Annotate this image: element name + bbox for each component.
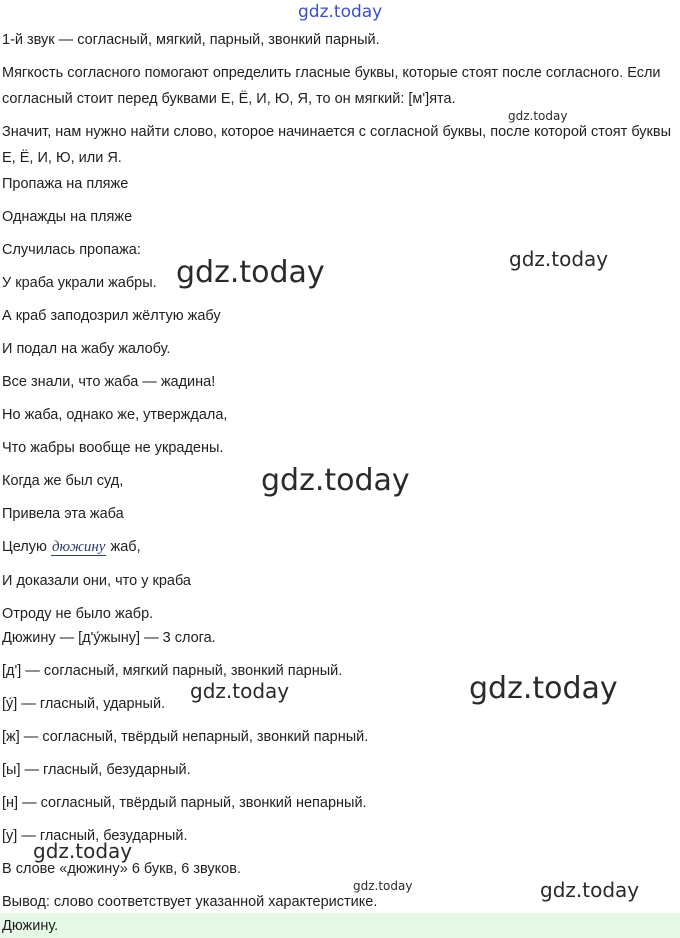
watermark: gdz.today [353,879,413,893]
poem-line: Однажды на пляже [2,209,133,225]
watermark: gdz.today [469,671,618,706]
sound-line: [н] — согласный, твёрдый парный, звонкий непарный. [2,795,367,811]
watermark: gdz.today [261,463,410,498]
syllable-line: Дюжину — [д'у́жыну] — 3 слога. [2,630,216,646]
handwritten-word: дюжину [51,539,106,555]
poem-line: И доказали они, что у краба [2,573,191,589]
watermark: gdz.today [508,109,568,123]
poem-line: А краб заподозрил жёлтую жабу [2,308,221,324]
watermark: gdz.today [33,839,133,863]
sound-line: [ы] — гласный, безударный. [2,762,191,778]
sound-line: [ж] — согласный, твёрдый непарный, звонкий парный. [2,729,369,745]
summary-line: В слове «дюжину» 6 букв, 6 звуков. [2,861,241,877]
sound-line: [у́] — гласный, ударный. [2,696,166,712]
text-paragraph: Значит, нам нужно найти слово, которое начинается с согласной буквы, после которой стоят буквы Е, Ё, И, Ю, или Я. [2,124,672,166]
poem-line: Что жабры вообще не украдены. [2,440,224,456]
watermark-top: gdz.today [298,2,383,22]
poem-line: Все знали, что жаба — жадина! [2,374,216,390]
watermark: gdz.today [509,247,609,271]
conclusion-line: Вывод: слово соответствует указанной характеристике. [2,894,378,910]
poem-word: жаб, [110,539,141,555]
text-paragraph: Мягкость согласного помогают определить гласные буквы, которые стоят после согласного. Если согласный стоит перед буквами Е, Ё, И, Ю, Я, то он мягкий: [м']ята. [2,65,661,107]
poem-line [2,537,141,557]
sound-line: [д'] — согласный, мягкий парный, звонкий парный. [2,663,343,679]
poem-line: Случилась пропажа: [2,242,141,258]
poem-word: Целую [2,539,47,555]
watermark: gdz.today [540,878,640,902]
poem-line: У краба украли жабры. [2,275,157,291]
poem-line: Привела эта жаба [2,506,124,522]
poem-line: Но жаба, однако же, утверждала, [2,407,228,423]
answer-box [0,913,680,938]
poem-line: Отроду не было жабр. [2,606,154,622]
answer-text: Дюжину. [2,918,59,934]
poem-title: Пропажа на пляже [2,176,129,192]
watermark: gdz.today [176,255,325,290]
sound-line: [у] — гласный, безударный. [2,828,188,844]
watermark: gdz.today [190,679,290,703]
poem-line: И подал на жабу жалобу. [2,341,171,357]
text-line: 1-й звук — согласный, мягкий, парный, звонкий парный. [2,32,380,48]
poem-line: Когда же был суд, [2,473,124,489]
